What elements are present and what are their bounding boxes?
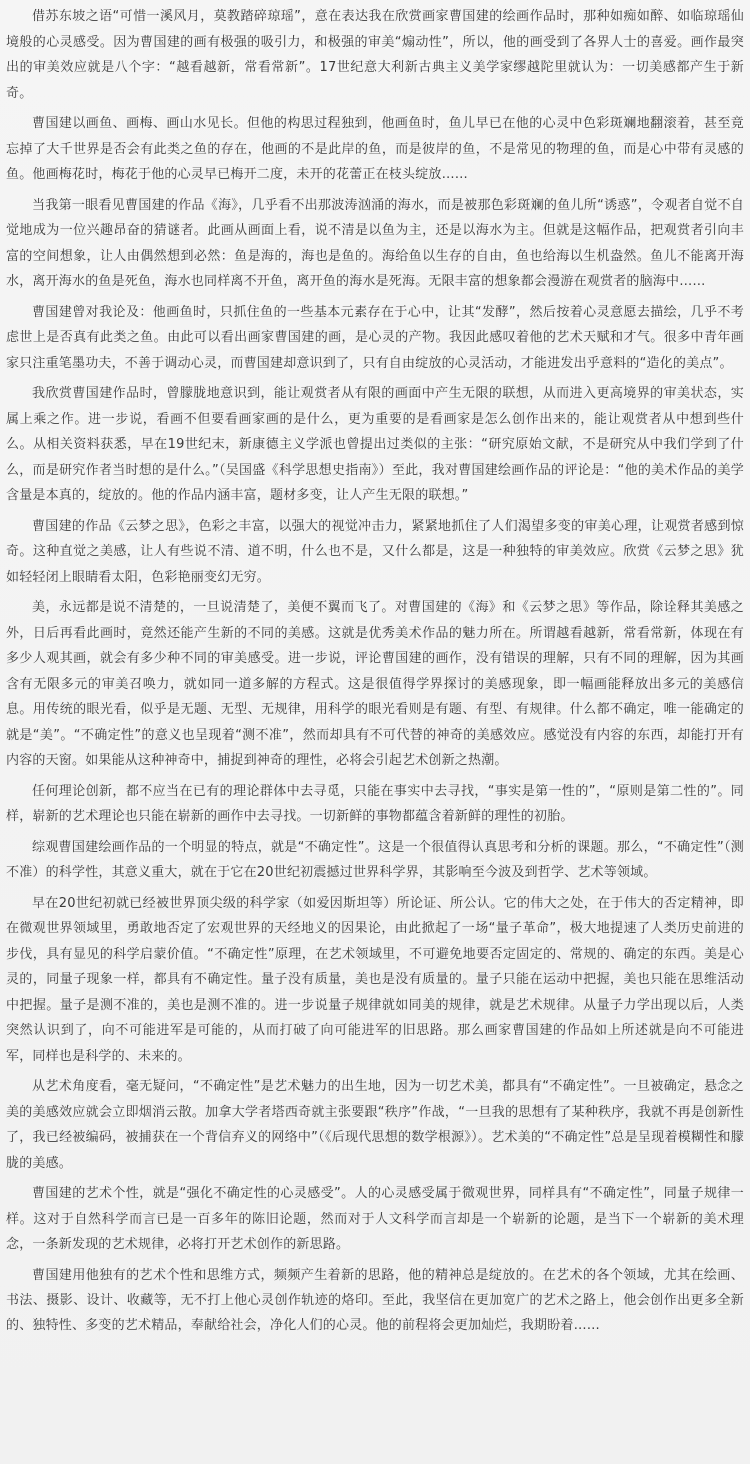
paragraph-1: 借苏东坡之语“可惜一溪风月，莫教踏碎琼瑶”，意在表达我在欣赏画家曹国建的绘画作品时，那种如痴如醉、如临琼瑶仙境般的心灵感受。因为曹国建的画有极强的吸引力，和极强的审美“煽动性”，所以，他的画受到了各界人士的喜爱。画作最突出的审美效应就是八个字：“越看越新，常看常新”。17世纪意大利新古典主义美学家缪越陀里就认为：一切美感都产生于新奇。 <box>6 9 744 101</box>
paragraph-4: 曹国建曾对我论及：他画鱼时，只抓住鱼的一些基本元素存在于心中，让其“发酵”，然后按着心灵意愿去描绘，几乎不考虑世上是否真有此类之鱼。由此可以看出画家曹国建的画，是心灵的产物。我因此感叹着他的艺术天赋和才气。很多中青年画家只注重笔墨功夫，不善于调动心灵，而曹国建却意识到了，只有自由绽放的心灵活动，才能进发出乎意料的“造化的美点”。 <box>6 304 744 371</box>
paragraph-2: 曹国建以画鱼、画梅、画山水见长。但他的构思过程独到，他画鱼时，鱼儿早已在他的心灵中色彩斑斓地翻滚着，甚至竟忘掉了大千世界是否会有此类之鱼的存在，他画的不是此岸的鱼，而是彼岸的鱼，不是常见的物理的鱼，而是心中带有灵感的鱼。他画梅花时，梅花于他的心灵早已梅开二度，未开的花蕾正在枝头绽放…… <box>6 116 744 182</box>
paragraph-3: 当我第一眼看见曹国建的作品《海》，几乎看不出那波涛汹涌的海水，而是被那色彩斑斓的鱼儿所“诱惑”，令观者自觉不自觉地成为一位兴趣昂奋的猜谜者。此画从画面上看，说不清是以鱼为主，还是以海水为主。但就是这幅作品，把观赏者引向丰富的空间想象，让人由偶然想到必然：鱼是海的，海也是鱼的。海给鱼以生存的自由，鱼也给海以生机盎然。鱼儿不能离开海水，离开海水的鱼是死鱼，海水也同样离不开鱼，离开鱼的海水是死海。无限丰富的想象都会漫游在观赏者的脑海中…… <box>6 197 744 289</box>
paragraph-7: 美，永远都是说不清楚的，一旦说清楚了，美便不翼而飞了。对曹国建的《海》和《云梦之思》等作品，除诠释其美感之外，日后再看此画时，竟然还能产生新的不同的美感。这就是优秀美术作品的魅力所在。所谓越看越新，常看常新，体现在有多少人观其画，就会有多少种不同的审美感受。进一步说，评论曹国建的画作，没有错误的理解，只有不同的理解，因为其画含有无限多元的审美召唤力，就如同一道多解的方程式。这是很值得学界探讨的美感现象，即一幅画能释放出多元的美感信息。用传统的眼光看，似乎是无题、无型、无规律，用科学的眼光看则是有题、有型、有规律。什么都不确定，唯一能确定的就是“美”。“不确定性”的意义也呈现着“测不准”，然而却具有不可代替的神奇的美感效应。感觉没有内容的东西，却能打开有内容的天窗。如果能从这种神奇中，捕捉到神奇的理性，必将会引起艺术创新之热潮。 <box>6 600 744 768</box>
paragraph-10: 早在20世纪初就已经被世界顶尖级的科学家（如爱因斯坦等）所论证、所公认。它的伟大之处，在于伟大的否定精神，即在微观世界领域里，勇敢地否定了宏观世界的天经地义的因果论，由此掀起了一场“量子革命”，极大地提速了人类历史前进的步伐，具有显见的科学启蒙价值。“不确定性”原理，在艺术领域里，不可避免地要否定固定的、常规的、确定的东西。美是心灵的，同量子现象一样，都具有不确定性。量子没有质量，美也是没有质量的。量子只能在运动中把握，美也只能在思维活动中把握。量子是测不准的，美也是测不准的。进一步说量子规律就如同美的规律，就是艺术规律。从量子力学出现以后，人类突然认识到了，向不可能进军是可能的，从而打破了向可能进军的旧思路。那么画家曹国建的作品如上所述就是向不可能进军，同样也是科学的、未来的。 <box>6 895 744 1064</box>
paragraph-9: 综观曹国建绘画作品的一个明显的特点，就是“不确定性”。这是一个很值得认真思考和分析的课题。那么，“不确定性”（测不准）的科学性，其意义重大，就在于它在20世纪初震撼过世界科学界，其影响至今波及到哲学、艺术等领域。 <box>6 839 744 880</box>
paragraph-13: 曹国建用他独有的艺术个性和思维方式，频频产生着新的思路，他的精神总是绽放的。在艺术的各个领域，尤其在绘画、书法、摄影、设计、收藏等，无不打上他心灵创作轨迹的烙印。至此，我坚信在更加宽广的艺术之路上，他会创作出更多全新的、独特性、多变的艺术精品，奉献给社会，净化人们的心灵。他的前程将会更加灿烂，我期盼着…… <box>6 1267 744 1333</box>
paragraph-5: 我欣赏曹国建作品时，曾朦胧地意识到，能让观赏者从有限的画面中产生无限的联想，从而进入更高境界的审美状态，实属上乘之作。进一步说，看画不但要看画家画的是什么，更为重要的是看画家是怎么创作出来的，能让观赏者从中想到些什么。从相关资料获悉，早在19世纪末，新康德主义学派也曾提出过类似的主张：“研究原始文献，不是研究从中我们学到了什么，而是研究作者当时想的是什么。”（吴国盛《科学思想史指南》）至此，我对曹国建绘画作品的评论是：“他的美术作品的美学含量是本真的，绽放的。他的作品内涵丰富，题材多变，让人产生无限的联想。” <box>6 386 744 503</box>
paragraph-8: 任何理论创新，都不应当在已有的理论群体中去寻觅，只能在事实中去寻找，“事实是第一性的”，“原则是第二性的”。同样，崭新的艺术理论也只能在崭新的画作中去寻找。一切新鲜的事物都蕴含着新鲜的理性的初胎。 <box>6 783 744 824</box>
paragraph-11: 从艺术角度看，毫无疑问，“不确定性”是艺术魅力的出生地，因为一切艺术美，都具有“不确定性”。一旦被确定，悬念之美的美感效应就会立即烟消云散。加拿大学者塔西奇就主张要跟“秩序”作战，“一旦我的思想有了某种秩序，我就不再是创新性了，我已经被编码，被捕获在一个背信弃义的网络中”（《后现代思想的数学根源》）。艺术美的“不确定性”总是呈现着模糊性和朦胧的美感。 <box>6 1079 744 1171</box>
paragraph-12: 曹国建的艺术个性，就是“强化不确定性的心灵感受”。人的心灵感受属于微观世界，同样具有“不确定性”，同量子规律一样。这对于自然科学而言已是一百多年的陈旧论题，然而对于人文科学而言却是一个崭新的论题，是当下一个崭新的美术理念，一条新发现的艺术规律，必将打开艺术创作的新思路。 <box>6 1186 744 1252</box>
paragraph-6: 曹国建的作品《云梦之思》，色彩之丰富，以强大的视觉冲击力，紧紧地抓住了人们渴望多变的审美心理，让观赏者感到惊奇。这种直觉之美感，让人有些说不清、道不明，什么也不是，又什么都是，这是一种独特的审美效应。欣赏《云梦之思》犹如轻轻闭上眼睛看太阳，色彩艳丽变幻无穷。 <box>6 518 744 585</box>
